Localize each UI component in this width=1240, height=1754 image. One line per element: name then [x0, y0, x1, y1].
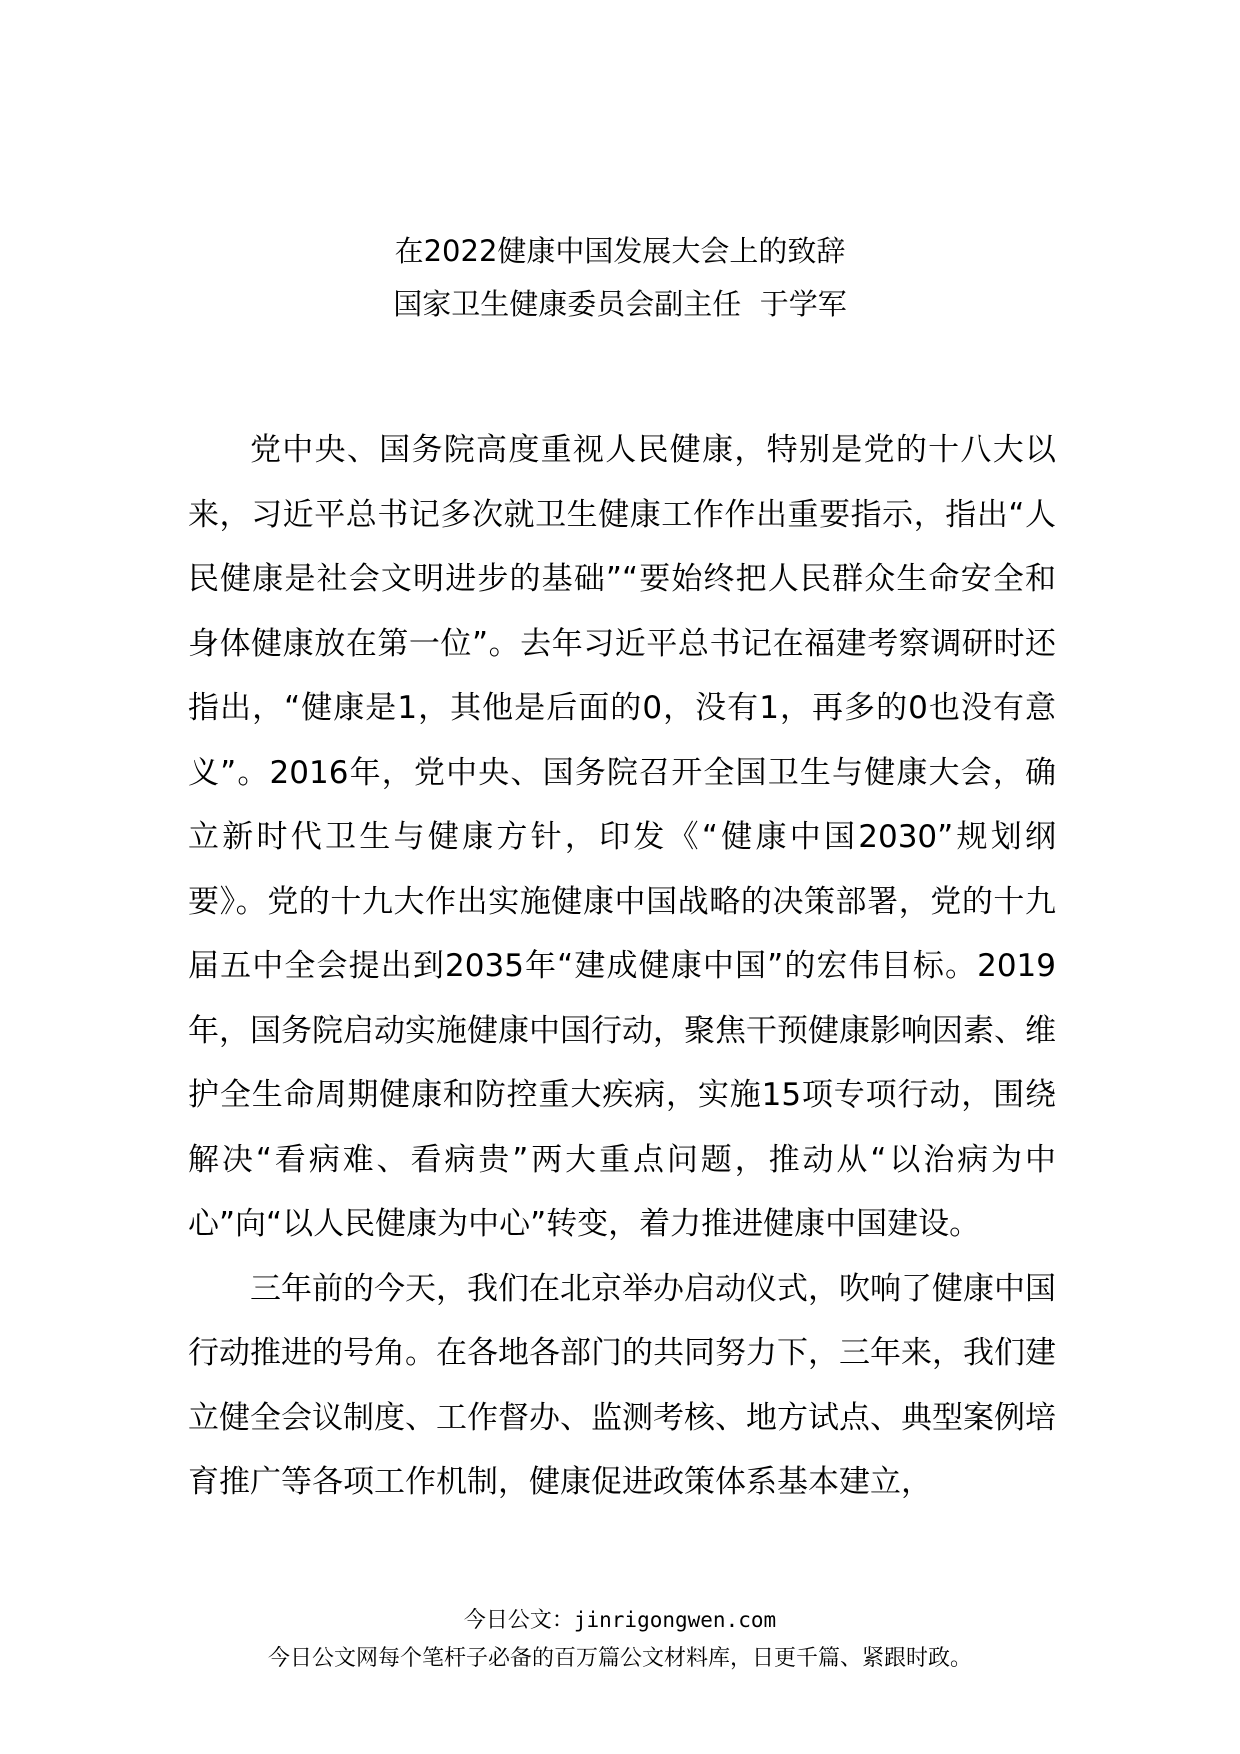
- document-subtitle: 国家卫生健康委员会副主任 于学军: [393, 287, 847, 321]
- footer: [0, 1605, 1240, 1676]
- document-body: [188, 418, 1056, 1515]
- footer-site-url[interactable]: jinrigongwen.com: [573, 1608, 777, 1632]
- footer-tagline: 今日公文网每个笔杆子必备的百万篇公文材料库，日更千篇、紧跟时政。: [267, 1646, 972, 1671]
- footer-site-line: [0, 1605, 1240, 1636]
- footer-site-label: 今日公文：: [463, 1608, 574, 1633]
- document-title: 在2022健康中国发展大会上的致辞: [394, 234, 846, 268]
- paragraph-2: 三年前的今天，我们在北京举办启动仪式，吹响了健康中国行动推进的号角。在各地各部门的共同努力下，三年来，我们建立健全会议制度、工作督办、监测考核、地方试点、典型案例培育推广等各项工作机制，健康促进政策体系基本建立，: [188, 1270, 1056, 1500]
- paragraph-1: 党中央、国务院高度重视人民健康，特别是党的十八大以来，习近平总书记多次就卫生健康工作作出重要指示，指出“人民健康是社会文明进步的基础”“要始终把人民群众生命安全和身体健康放在第一位”。去年习近平总书记在福建考察调研时还指出，“健康是1，其他是后面的0，没有1，再多的0也没有意义”。2016年，党中央、国务院召开全国卫生与健康大会，确立新时代卫生与健康方针，印发《“健康中国2030”规划纲要》。党的十九大作出实施健康中国战略的决策部署，党的十九届五中全会提出到2035年“建成健康中国”的宏伟目标。2019年，国务院启动实施健康中国行动，聚焦干预健康影响因素、维护全生命周期健康和防控重大疾病，实施15项专项行动，围绕解决“看病难、看病贵”两大重点问题，推动从“以治病为中心”向“以人民健康为中心”转变，着力推进健康中国建设。: [188, 432, 1056, 1242]
- title-block: [0, 225, 1240, 331]
